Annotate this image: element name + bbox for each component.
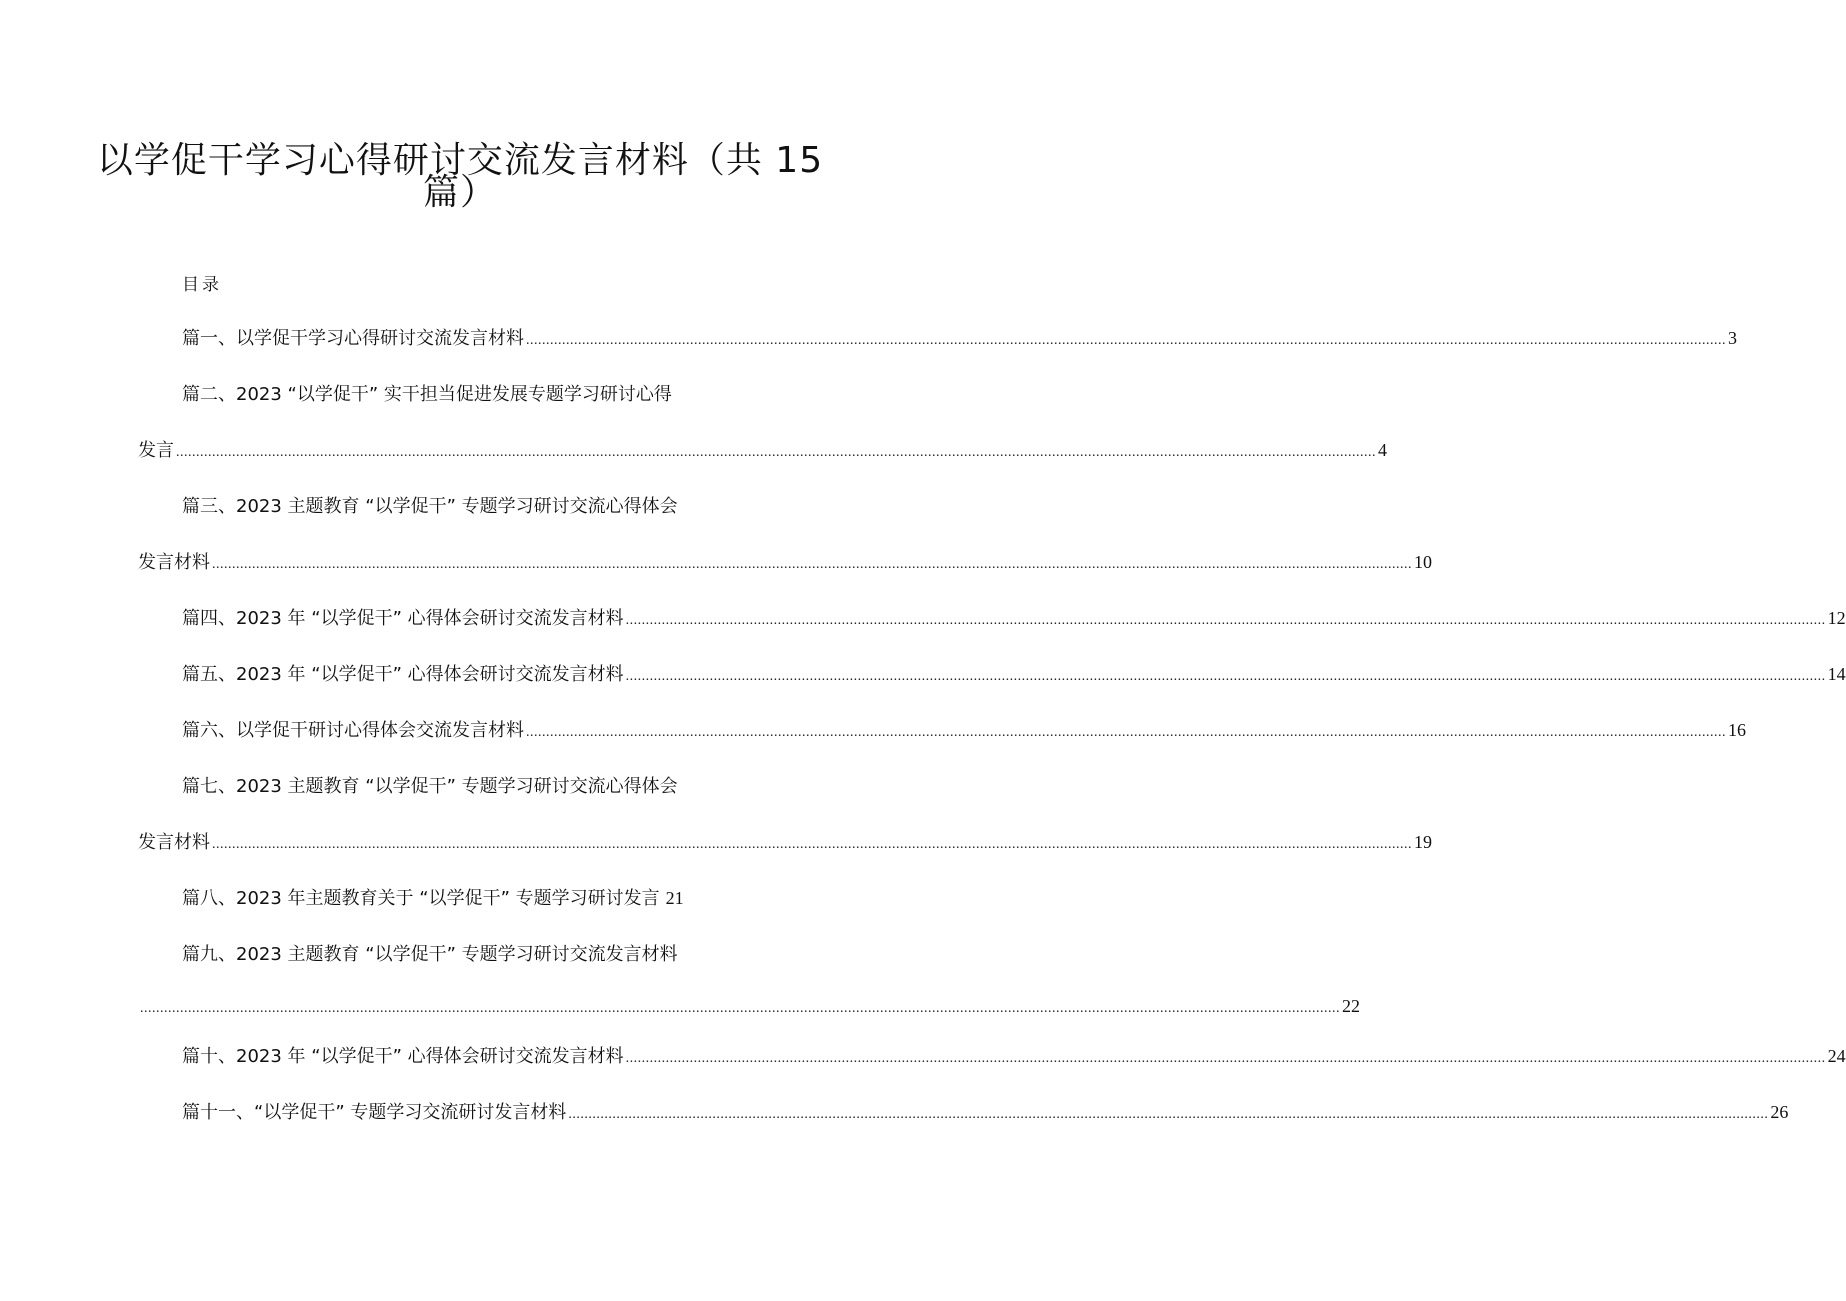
toc-entry-5-text: 2023 年 “以学促干” 心得体会研讨交流发言材料 (236, 664, 624, 685)
toc-entry-3[interactable] (182, 492, 782, 518)
toc-leader-dots: ............................................................................................................................................................................................................................................................................................................ (625, 669, 1826, 684)
toc-heading: 目录 (182, 275, 222, 295)
toc-entry-1-prefix: 篇一、 (182, 328, 236, 349)
toc-entry-2-continuation[interactable] (138, 436, 1387, 462)
toc-entry-1[interactable] (182, 324, 1737, 350)
toc-leader-dots: ............................................................................................................................................................................................................................................................................................................ (625, 613, 1826, 628)
toc-leader-dots: ............................................................................................................................................................................................................................................................................................................ (212, 837, 1412, 852)
toc-leader-dots: ............................................................................................................................................................................................................................................................................................................ (176, 445, 1376, 460)
toc-entry-8-prefix: 篇八、 (182, 888, 236, 909)
toc-entry-2-text: 2023 “以学促干” 实干担当促进发展专题学习研讨心得 (236, 384, 672, 405)
toc-entry-8[interactable] (182, 884, 782, 910)
document-title-line-2: 篇） (422, 172, 497, 213)
toc-entry-3-page: 10 (1414, 552, 1432, 572)
toc-entry-6[interactable] (182, 716, 1746, 742)
toc-leader-dots: ............................................................................................................................................................................................................................................................................................................ (568, 1107, 1769, 1122)
toc-entry-1-text: 以学促干学习心得研讨交流发言材料 (236, 328, 524, 349)
toc-entry-5-prefix: 篇五、 (182, 664, 236, 685)
toc-entry-3-prefix: 篇三、 (182, 496, 236, 517)
toc-entry-2-prefix: 篇二、 (182, 384, 236, 405)
toc-entry-11-text: “以学促干” 专题学习交流研讨发言材料 (254, 1102, 567, 1123)
toc-entry-6-prefix: 篇六、 (182, 720, 236, 741)
toc-entry-9-prefix: 篇九、 (182, 944, 236, 965)
toc-entry-11[interactable] (182, 1098, 1789, 1124)
toc-entry-7[interactable] (182, 772, 782, 798)
toc-entry-9-text: 2023 主题教育 “以学促干” 专题学习研讨交流发言材料 (236, 944, 678, 965)
toc-entry-10-page: 24 (1827, 1046, 1846, 1066)
toc-leader-dots: ............................................................................................................................................................................................................................................................................................................ (526, 333, 1726, 348)
toc-entry-2-cont-text: 发言 (138, 440, 174, 461)
toc-entry-10[interactable] (182, 1042, 1846, 1068)
toc-leader-dots: ............................................................................................................................................................................................................................................................................................................ (526, 725, 1726, 740)
toc-entry-4-text: 2023 年 “以学促干” 心得体会研讨交流发言材料 (236, 608, 624, 629)
toc-entry-5-page: 14 (1827, 664, 1846, 684)
toc-entry-8-text: 2023 年主题教育关于 “以学促干” 专题学习研讨发言 (236, 888, 660, 909)
toc-entry-10-text: 2023 年 “以学促干” 心得体会研讨交流发言材料 (236, 1046, 624, 1067)
toc-entry-4-prefix: 篇四、 (182, 608, 236, 629)
toc-entry-2[interactable] (182, 380, 766, 406)
toc-leader-dots: ............................................................................................................................................................................................................................................................................................................ (140, 1001, 1340, 1016)
toc-entry-11-page: 26 (1770, 1102, 1789, 1122)
toc-entry-2-page: 4 (1378, 440, 1387, 460)
toc-entry-11-prefix: 篇十一、 (182, 1102, 254, 1123)
toc-entry-7-continuation[interactable] (138, 828, 1432, 854)
toc-entry-3-text: 2023 主题教育 “以学促干” 专题学习研讨交流心得体会 (236, 496, 678, 517)
toc-entry-10-prefix: 篇十、 (182, 1046, 236, 1067)
toc-entry-6-page: 16 (1728, 720, 1746, 740)
toc-entry-3-cont-text: 发言材料 (138, 552, 210, 573)
toc-entry-4[interactable] (182, 604, 1846, 630)
toc-entry-9-continuation[interactable] (138, 996, 1360, 1017)
toc-entry-9-page: 22 (1342, 996, 1360, 1016)
toc-entry-7-cont-text: 发言材料 (138, 832, 210, 853)
toc-entry-6-text: 以学促干研讨心得体会交流发言材料 (236, 720, 524, 741)
toc-entry-7-page: 19 (1414, 832, 1432, 852)
toc-entry-3-continuation[interactable] (138, 548, 1432, 574)
document-title-line-1: 以学促干学习心得研讨交流发言材料（共 15 (96, 140, 824, 181)
toc-entry-4-page: 12 (1827, 608, 1846, 628)
toc-entry-9[interactable] (182, 940, 782, 966)
toc-leader-dots: ............................................................................................................................................................................................................................................................................................................ (212, 557, 1412, 572)
toc-entry-8-page: 21 (665, 888, 684, 908)
toc-entry-7-text: 2023 主题教育 “以学促干” 专题学习研讨交流心得体会 (236, 776, 678, 797)
toc-entry-1-page: 3 (1728, 328, 1737, 348)
toc-entry-5[interactable] (182, 660, 1846, 686)
toc-leader-dots: ............................................................................................................................................................................................................................................................................................................ (625, 1051, 1826, 1066)
toc-entry-7-prefix: 篇七、 (182, 776, 236, 797)
